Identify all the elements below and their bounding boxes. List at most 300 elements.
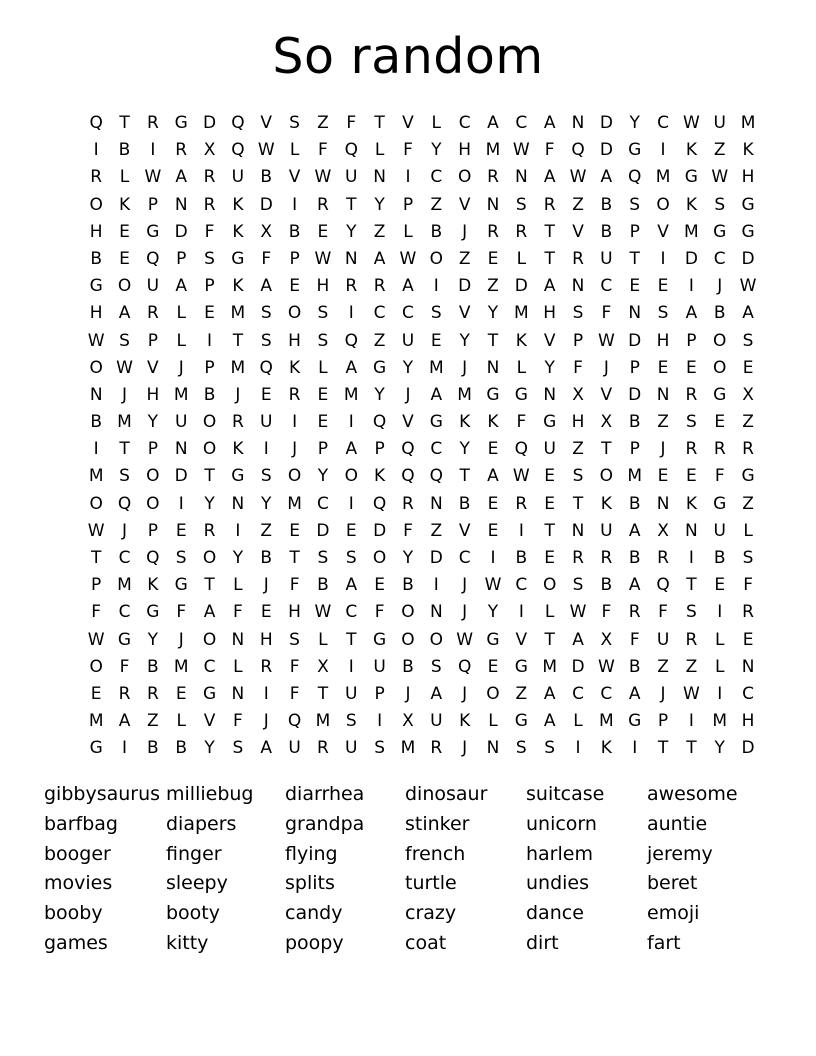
grid-letter[interactable]: B (628, 412, 641, 433)
grid-letter[interactable]: S (657, 303, 669, 324)
grid-letter[interactable]: F (289, 656, 300, 677)
grid-letter[interactable]: Y (544, 357, 555, 378)
grid-letter[interactable]: L (119, 167, 130, 188)
grid-letter[interactable]: P (204, 357, 215, 378)
grid-letter[interactable]: R (260, 656, 273, 677)
grid-letter[interactable]: S (685, 412, 697, 433)
grid-letter[interactable]: A (543, 113, 556, 133)
grid-letter[interactable]: Q (656, 575, 670, 596)
grid-letter[interactable]: I (348, 412, 354, 433)
grid-letter[interactable]: G (713, 384, 727, 405)
grid-letter[interactable]: O (656, 194, 670, 215)
grid-letter[interactable]: G (514, 711, 528, 732)
grid-letter[interactable]: B (90, 248, 102, 269)
grid-letter[interactable]: B (147, 738, 159, 759)
grid-letter[interactable]: X (657, 520, 669, 541)
grid-letter[interactable]: M (315, 711, 331, 732)
grid-letter[interactable]: M (287, 493, 302, 514)
grid-letter[interactable]: A (345, 575, 358, 596)
grid-letter[interactable]: C (345, 602, 358, 623)
grid-letter[interactable]: T (317, 683, 329, 704)
grid-letter[interactable]: O (202, 439, 217, 460)
grid-letter[interactable]: P (686, 330, 697, 351)
grid-letter[interactable]: S (572, 575, 584, 596)
grid-letter[interactable]: N (486, 357, 500, 378)
word-list-item[interactable]: kitty (166, 931, 209, 954)
grid-letter[interactable]: O (146, 466, 160, 487)
grid-letter[interactable]: P (317, 439, 329, 460)
grid-letter[interactable]: J (660, 439, 666, 460)
grid-letter[interactable]: Z (713, 140, 726, 161)
grid-letter[interactable]: K (232, 194, 244, 215)
grid-letter[interactable]: P (572, 330, 584, 351)
grid-letter[interactable]: A (345, 439, 358, 460)
grid-letter[interactable]: S (430, 656, 442, 677)
word-list-item[interactable]: dirt (526, 931, 559, 954)
grid-letter[interactable]: C (402, 303, 414, 324)
grid-letter[interactable]: A (742, 303, 754, 324)
grid-letter[interactable]: L (714, 656, 725, 677)
grid-letter[interactable]: B (628, 548, 641, 568)
grid-letter[interactable]: P (147, 194, 158, 215)
grid-letter[interactable]: V (458, 194, 471, 215)
grid-letter[interactable]: S (572, 303, 584, 324)
grid-letter[interactable]: Q (146, 248, 160, 269)
grid-letter[interactable]: P (374, 683, 385, 704)
grid-letter[interactable]: W (739, 276, 757, 297)
grid-letter[interactable]: I (292, 412, 298, 433)
grid-letter[interactable]: I (150, 140, 156, 161)
grid-letter[interactable]: M (655, 167, 671, 188)
grid-letter[interactable]: J (660, 683, 666, 704)
grid-letter[interactable]: S (119, 330, 130, 351)
grid-letter[interactable]: N (486, 738, 500, 759)
grid-letter[interactable]: A (175, 276, 188, 297)
grid-letter[interactable]: Q (146, 548, 160, 568)
grid-letter[interactable]: P (629, 357, 640, 378)
grid-letter[interactable]: D (571, 656, 585, 677)
grid-letter[interactable]: Q (344, 140, 358, 161)
word-list-item[interactable]: barfbag (44, 812, 118, 835)
grid-letter[interactable]: I (632, 738, 638, 759)
grid-letter[interactable]: S (289, 113, 300, 133)
grid-letter[interactable]: I (688, 548, 694, 568)
grid-letter[interactable]: R (515, 221, 528, 242)
grid-letter[interactable]: H (288, 330, 301, 351)
grid-letter[interactable]: B (430, 221, 443, 242)
grid-letter[interactable]: O (89, 493, 103, 514)
grid-letter[interactable]: Y (459, 439, 470, 460)
grid-letter[interactable]: U (345, 738, 358, 759)
grid-letter[interactable]: S (317, 330, 329, 351)
grid-letter[interactable]: T (90, 548, 102, 568)
word-list-item[interactable]: dinosaur (405, 783, 488, 805)
grid-letter[interactable]: Q (429, 466, 443, 487)
grid-letter[interactable]: I (717, 683, 723, 704)
grid-letter[interactable]: E (714, 575, 726, 596)
grid-letter[interactable]: Y (261, 493, 272, 514)
grid-letter[interactable]: M (400, 738, 416, 759)
grid-letter[interactable]: Q (89, 113, 103, 133)
grid-letter[interactable]: J (292, 439, 298, 460)
grid-letter[interactable]: R (543, 194, 556, 215)
grid-letter[interactable]: T (459, 466, 470, 487)
grid-letter[interactable]: I (93, 439, 99, 460)
grid-letter[interactable]: R (373, 276, 386, 297)
grid-letter[interactable]: M (740, 113, 756, 133)
word-list-item[interactable]: grandpa (285, 812, 365, 835)
grid-letter[interactable]: U (600, 520, 613, 541)
grid-letter[interactable]: A (543, 711, 556, 732)
grid-letter[interactable]: K (374, 466, 386, 487)
word-list-item[interactable]: sleepy (166, 872, 228, 895)
grid-letter[interactable]: Y (487, 602, 499, 623)
grid-letter[interactable]: G (741, 466, 755, 487)
grid-letter[interactable]: N (89, 384, 103, 405)
grid-letter[interactable]: U (430, 711, 443, 732)
grid-letter[interactable]: Q (344, 330, 358, 351)
grid-letter[interactable]: R (572, 548, 584, 568)
grid-letter[interactable]: T (119, 439, 130, 460)
grid-letter[interactable]: O (713, 330, 727, 351)
grid-letter[interactable]: W (512, 140, 530, 161)
grid-letter[interactable]: N (543, 384, 557, 405)
grid-letter[interactable]: B (600, 221, 613, 242)
grid-letter[interactable]: L (516, 357, 527, 378)
grid-letter[interactable]: L (233, 575, 243, 596)
grid-letter[interactable]: B (175, 738, 188, 759)
grid-letter[interactable]: Y (402, 548, 414, 568)
grid-letter[interactable]: E (289, 520, 300, 541)
grid-letter[interactable]: S (345, 711, 357, 732)
grid-letter[interactable]: Q (231, 113, 245, 133)
grid-letter[interactable]: O (401, 629, 415, 650)
grid-letter[interactable]: W (456, 629, 474, 650)
grid-letter[interactable]: J (235, 384, 241, 405)
grid-letter[interactable]: C (657, 113, 669, 133)
grid-letter[interactable]: L (743, 520, 753, 541)
grid-letter[interactable]: R (146, 303, 159, 324)
grid-letter[interactable]: H (288, 602, 301, 623)
grid-letter[interactable]: N (685, 520, 698, 541)
grid-letter[interactable]: E (686, 466, 697, 487)
grid-letter[interactable]: M (230, 303, 246, 324)
grid-letter[interactable]: E (430, 330, 442, 351)
grid-letter[interactable]: B (713, 548, 726, 568)
grid-letter[interactable]: B (118, 140, 131, 161)
grid-letter[interactable]: Z (515, 683, 528, 704)
grid-letter[interactable]: G (741, 194, 755, 215)
grid-letter[interactable]: O (89, 194, 103, 215)
grid-letter[interactable]: D (514, 276, 528, 297)
grid-letter[interactable]: U (345, 167, 358, 188)
grid-letter[interactable]: X (742, 384, 754, 405)
grid-letter[interactable]: X (600, 412, 613, 433)
grid-letter[interactable]: W (512, 466, 530, 487)
word-list-item[interactable]: unicorn (526, 812, 597, 835)
grid-letter[interactable]: U (146, 276, 160, 297)
grid-letter[interactable]: L (544, 602, 555, 623)
grid-letter[interactable]: N (429, 493, 443, 514)
grid-letter[interactable]: W (314, 602, 332, 623)
grid-letter[interactable]: O (599, 466, 614, 487)
grid-letter[interactable]: E (657, 276, 669, 297)
grid-letter[interactable]: L (289, 140, 300, 161)
grid-letter[interactable]: M (88, 466, 104, 487)
grid-letter[interactable]: R (345, 276, 358, 297)
grid-letter[interactable]: I (518, 520, 524, 541)
grid-letter[interactable]: F (204, 221, 215, 242)
grid-letter[interactable]: K (459, 711, 471, 732)
grid-letter[interactable]: O (486, 683, 500, 704)
grid-letter[interactable]: W (597, 330, 615, 351)
grid-letter[interactable]: Q (287, 711, 302, 732)
grid-letter[interactable]: B (515, 548, 528, 568)
word-list-item[interactable]: french (405, 842, 466, 865)
grid-letter[interactable]: E (260, 384, 272, 405)
grid-letter[interactable]: H (656, 330, 670, 351)
grid-letter[interactable]: F (346, 113, 357, 133)
grid-letter[interactable]: E (686, 357, 697, 378)
grid-letter[interactable]: T (601, 439, 612, 460)
grid-letter[interactable]: W (399, 248, 417, 269)
grid-letter[interactable]: T (686, 738, 697, 759)
grid-letter[interactable]: C (203, 656, 216, 677)
grid-letter[interactable]: A (487, 113, 499, 133)
grid-letter[interactable]: W (682, 683, 700, 704)
grid-letter[interactable]: J (462, 357, 468, 378)
grid-letter[interactable]: A (118, 303, 131, 324)
grid-letter[interactable]: F (261, 248, 272, 269)
grid-letter[interactable]: I (377, 711, 383, 732)
grid-letter[interactable]: H (259, 629, 273, 650)
grid-letter[interactable]: I (433, 276, 439, 297)
grid-letter[interactable]: I (433, 575, 439, 596)
word-list-item[interactable]: finger (166, 842, 222, 865)
grid-letter[interactable]: Y (459, 330, 470, 351)
grid-letter[interactable]: I (122, 738, 128, 759)
grid-letter[interactable]: T (204, 466, 215, 487)
grid-letter[interactable]: N (174, 439, 188, 460)
grid-letter[interactable]: O (287, 466, 302, 487)
grid-letter[interactable]: L (318, 629, 328, 650)
grid-letter[interactable]: O (287, 303, 302, 324)
word-list-item[interactable]: candy (285, 902, 343, 925)
word-list-item[interactable]: booby (44, 902, 103, 925)
grid-letter[interactable]: Q (401, 466, 415, 487)
grid-letter[interactable]: N (628, 303, 642, 324)
grid-letter[interactable]: J (405, 683, 411, 704)
grid-letter[interactable]: Q (372, 493, 387, 514)
grid-letter[interactable]: U (713, 113, 726, 133)
grid-letter[interactable]: I (348, 656, 354, 677)
word-list-item[interactable]: suitcase (526, 783, 605, 805)
grid-letter[interactable]: E (742, 629, 754, 650)
grid-letter[interactable]: J (462, 602, 468, 623)
grid-letter[interactable]: G (713, 493, 727, 514)
grid-letter[interactable]: S (119, 466, 130, 487)
grid-letter[interactable]: S (232, 738, 244, 759)
grid-letter[interactable]: R (713, 439, 726, 460)
grid-letter[interactable]: S (685, 602, 697, 623)
grid-letter[interactable]: Z (458, 248, 471, 269)
grid-letter[interactable]: U (174, 412, 188, 433)
grid-letter[interactable]: Y (431, 140, 442, 161)
grid-letter[interactable]: R (742, 439, 754, 460)
grid-letter[interactable]: R (146, 113, 159, 133)
grid-letter[interactable]: T (572, 493, 584, 514)
grid-letter[interactable]: Z (373, 221, 386, 242)
grid-letter[interactable]: Y (402, 357, 414, 378)
word-list-item[interactable]: poopy (285, 931, 344, 954)
grid-letter[interactable]: J (122, 520, 128, 541)
grid-letter[interactable]: E (345, 520, 357, 541)
grid-letter[interactable]: Q (117, 493, 132, 514)
grid-letter[interactable]: Y (346, 221, 357, 242)
grid-letter[interactable]: K (600, 738, 612, 759)
grid-letter[interactable]: A (543, 276, 556, 297)
grid-letter[interactable]: Z (572, 194, 584, 215)
grid-letter[interactable]: G (514, 384, 528, 405)
grid-letter[interactable]: A (600, 167, 613, 188)
grid-letter[interactable]: O (401, 602, 415, 623)
grid-letter[interactable]: E (544, 548, 556, 568)
grid-letter[interactable]: U (373, 656, 386, 677)
grid-letter[interactable]: S (742, 548, 754, 568)
grid-letter[interactable]: L (488, 711, 498, 732)
grid-letter[interactable]: Z (487, 276, 499, 297)
grid-letter[interactable]: F (318, 140, 328, 161)
word-list-item[interactable]: booger (44, 842, 111, 865)
grid-letter[interactable]: G (373, 357, 387, 378)
grid-letter[interactable]: A (345, 357, 358, 378)
grid-letter[interactable]: I (348, 303, 354, 324)
grid-letter[interactable]: I (348, 493, 354, 514)
grid-letter[interactable]: X (260, 221, 273, 242)
grid-letter[interactable]: D (458, 276, 472, 297)
grid-letter[interactable]: C (118, 548, 131, 568)
grid-letter[interactable]: O (146, 493, 160, 514)
grid-letter[interactable]: H (458, 140, 472, 161)
grid-letter[interactable]: S (175, 548, 187, 568)
grid-letter[interactable]: R (317, 738, 329, 759)
grid-letter[interactable]: I (263, 439, 269, 460)
word-list-item[interactable]: flying (285, 842, 338, 865)
grid-letter[interactable]: I (235, 520, 241, 541)
grid-letter[interactable]: L (714, 629, 725, 650)
grid-letter[interactable]: M (428, 357, 444, 378)
grid-letter[interactable]: M (599, 711, 614, 732)
grid-letter[interactable]: N (373, 167, 386, 188)
grid-letter[interactable]: J (263, 711, 269, 732)
grid-letter[interactable]: W (257, 140, 275, 161)
grid-letter[interactable]: B (260, 548, 273, 568)
grid-letter[interactable]: G (146, 602, 160, 623)
grid-letter[interactable]: C (118, 602, 131, 623)
grid-letter[interactable]: A (430, 683, 443, 704)
grid-letter[interactable]: Z (685, 656, 698, 677)
grid-letter[interactable]: I (688, 276, 694, 297)
grid-letter[interactable]: F (601, 602, 612, 623)
grid-letter[interactable]: A (487, 466, 499, 487)
grid-letter[interactable]: V (458, 303, 471, 324)
grid-letter[interactable]: W (87, 330, 105, 351)
grid-letter[interactable]: S (515, 194, 527, 215)
grid-letter[interactable]: W (597, 656, 615, 677)
grid-letter[interactable]: T (544, 248, 555, 269)
grid-letter[interactable]: R (628, 602, 641, 623)
grid-letter[interactable]: L (176, 711, 186, 732)
grid-letter[interactable]: Y (147, 629, 159, 650)
grid-letter[interactable]: A (175, 167, 188, 188)
grid-letter[interactable]: L (431, 113, 442, 133)
grid-letter[interactable]: S (742, 330, 754, 351)
grid-letter[interactable]: T (346, 194, 357, 215)
grid-letter[interactable]: E (260, 602, 272, 623)
grid-letter[interactable]: V (402, 412, 414, 433)
grid-letter[interactable]: W (569, 602, 587, 623)
grid-letter[interactable]: P (176, 248, 187, 269)
grid-letter[interactable]: N (571, 113, 585, 133)
grid-letter[interactable]: Z (260, 520, 273, 541)
grid-letter[interactable]: C (458, 113, 471, 133)
grid-letter[interactable]: V (657, 221, 669, 242)
grid-letter[interactable]: E (657, 466, 669, 487)
grid-letter[interactable]: S (374, 738, 385, 759)
grid-letter[interactable]: G (89, 276, 103, 297)
grid-letter[interactable]: K (232, 221, 244, 242)
grid-letter[interactable]: C (713, 248, 726, 269)
grid-letter[interactable]: R (203, 194, 216, 215)
grid-letter[interactable]: Q (231, 140, 245, 161)
grid-letter[interactable]: C (430, 167, 443, 188)
grid-letter[interactable]: F (176, 602, 187, 623)
grid-letter[interactable]: G (543, 412, 557, 433)
grid-letter[interactable]: E (175, 683, 187, 704)
grid-letter[interactable]: A (543, 683, 556, 704)
grid-letter[interactable]: T (487, 330, 499, 351)
grid-letter[interactable]: Y (374, 194, 385, 215)
grid-letter[interactable]: J (178, 629, 184, 650)
grid-letter[interactable]: A (543, 167, 556, 188)
grid-letter[interactable]: Q (514, 439, 529, 460)
grid-letter[interactable]: F (233, 602, 243, 623)
grid-letter[interactable]: T (544, 221, 555, 242)
grid-letter[interactable]: A (203, 602, 216, 623)
grid-letter[interactable]: J (122, 384, 128, 405)
grid-letter[interactable]: E (90, 683, 102, 704)
grid-letter[interactable]: I (575, 738, 581, 759)
word-list-item[interactable]: undies (526, 872, 590, 895)
grid-letter[interactable]: N (571, 276, 585, 297)
grid-letter[interactable]: T (204, 575, 215, 596)
grid-letter[interactable]: O (89, 357, 103, 378)
grid-letter[interactable]: R (685, 629, 698, 650)
grid-letter[interactable]: J (462, 683, 468, 704)
grid-letter[interactable]: I (518, 602, 524, 623)
grid-letter[interactable]: I (93, 140, 99, 161)
grid-letter[interactable]: O (429, 629, 443, 650)
word-list-item[interactable]: jeremy (647, 842, 713, 865)
grid-letter[interactable]: I (660, 140, 666, 161)
word-list-item[interactable]: gibbysaurus (44, 783, 161, 805)
grid-letter[interactable]: J (462, 738, 468, 759)
grid-letter[interactable]: B (600, 575, 613, 596)
grid-letter[interactable]: G (429, 412, 443, 433)
grid-letter[interactable]: V (543, 330, 556, 351)
grid-letter[interactable]: G (741, 221, 755, 242)
grid-letter[interactable]: D (684, 248, 698, 269)
